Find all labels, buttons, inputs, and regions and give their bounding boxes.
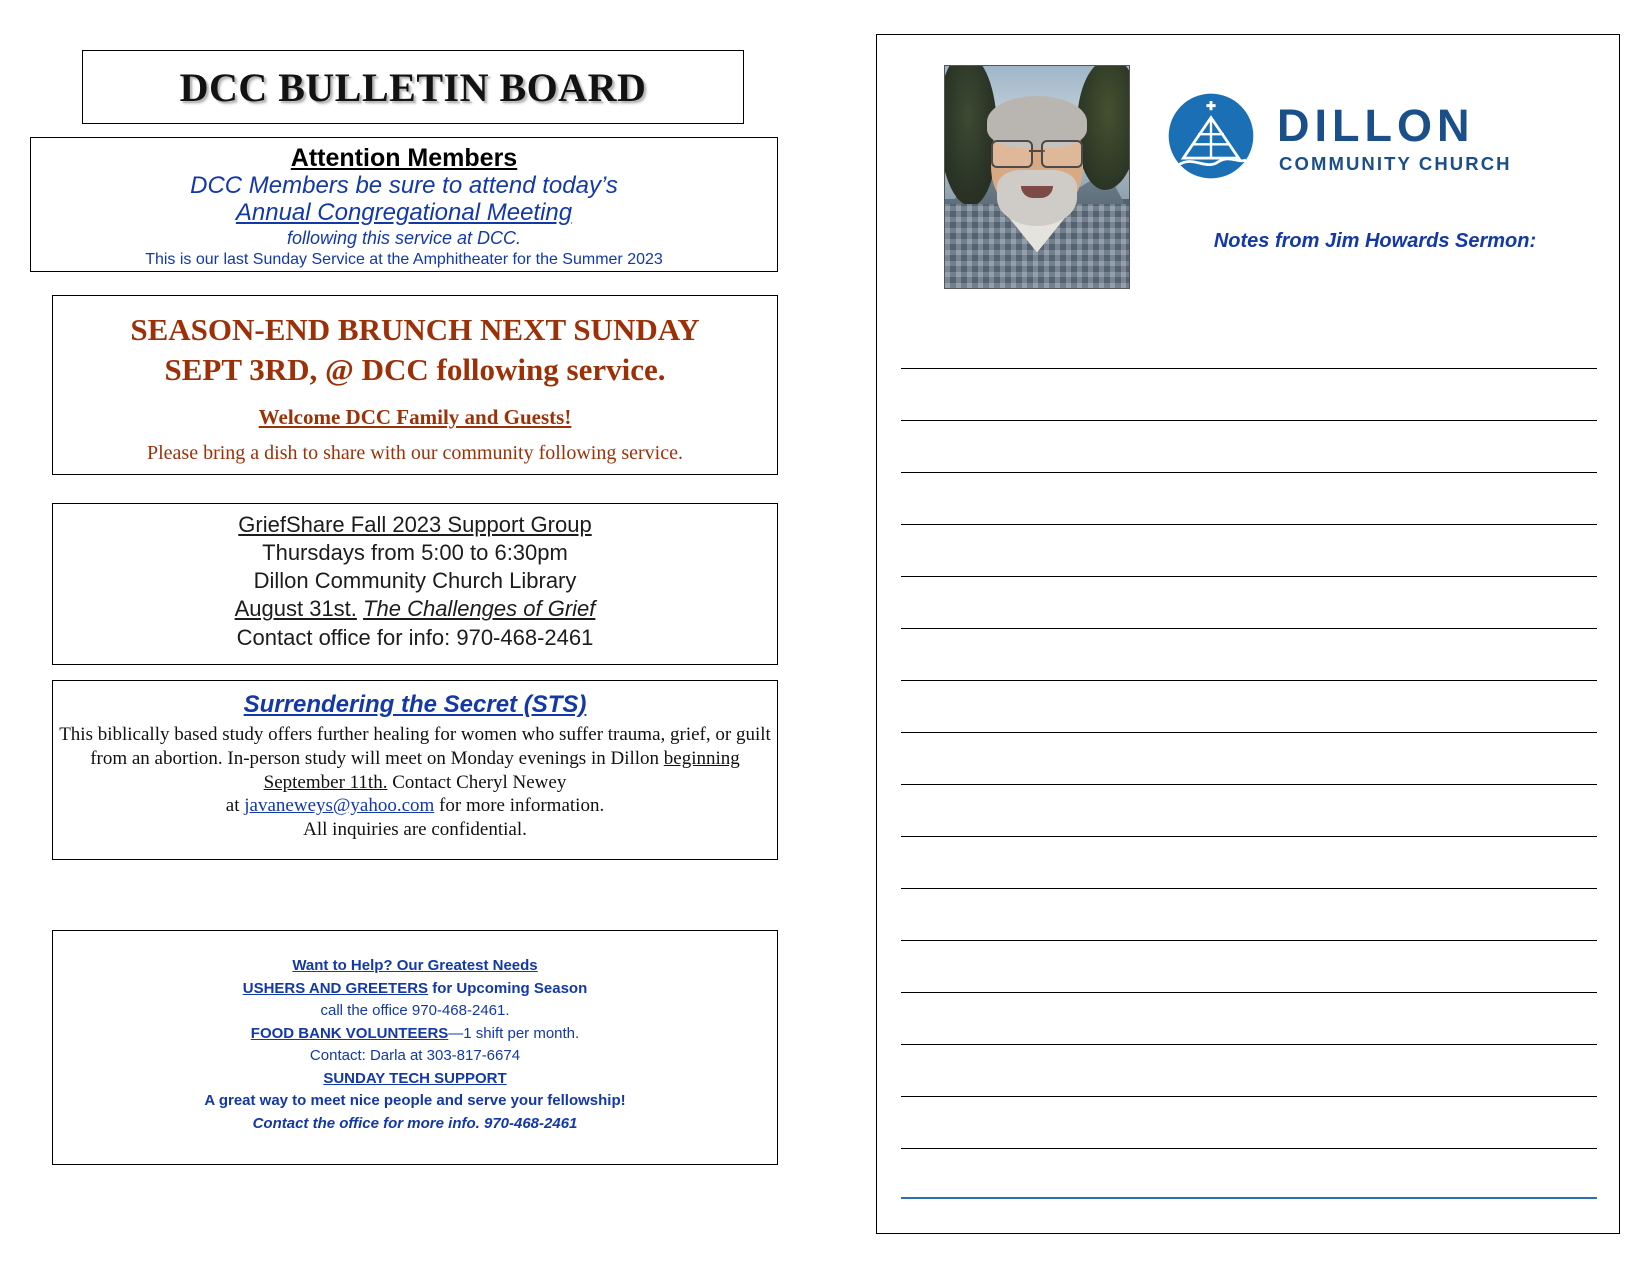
needs-office-contact: Contact the office for more info. 970-468-2461 <box>252 1114 578 1132</box>
announcement-attention-members <box>30 137 778 272</box>
needs-ushers-rest: for Upcoming Season <box>428 979 588 997</box>
note-line[interactable] <box>901 1045 1597 1097</box>
needs-heading: Want to Help? Our Greatest Needs <box>292 957 538 974</box>
needs-fellowship-note: A great way to meet nice people and serve your fellowship! <box>204 1092 626 1109</box>
sts-body-part-2: Contact Cheryl Newey <box>387 771 567 793</box>
brunch-heading-line-2: SEPT 3RD, @ DCC following service. <box>164 352 666 388</box>
church-logo-mark <box>1165 90 1257 182</box>
bulletin-title-box <box>82 50 744 124</box>
brunch-subheading: Welcome DCC Family and Guests! <box>258 404 572 429</box>
needs-foodbank-rest: —1 shift per month. <box>448 1024 580 1042</box>
note-line[interactable] <box>901 941 1597 993</box>
photo-beard <box>997 170 1077 226</box>
sts-body <box>53 719 777 842</box>
pastor-photo <box>944 65 1130 289</box>
griefshare-contact: Contact office for info: 970-468-2461 <box>236 624 594 650</box>
griefshare-topic: The Challenges of Grief <box>363 596 596 622</box>
needs-ushers-label: USHERS AND GREETERS <box>242 979 429 997</box>
sts-body-at: at <box>225 795 245 817</box>
note-line[interactable] <box>901 473 1597 525</box>
note-line[interactable] <box>901 525 1597 577</box>
church-logo <box>1165 90 1545 200</box>
sts-start-date: beginning September 11th. <box>263 747 740 793</box>
attention-line-2: Annual Congregational Meeting <box>235 198 573 226</box>
sermon-notes-lines[interactable] <box>901 317 1597 1199</box>
needs-tech-support: SUNDAY TECH SUPPORT <box>323 1069 507 1087</box>
note-line[interactable] <box>901 629 1597 681</box>
brunch-heading-line-1: SEASON-END BRUNCH NEXT SUNDAY <box>130 312 700 347</box>
attention-heading: Attention Members <box>290 144 518 172</box>
sermon-notes-label: Notes from Jim Howards Sermon: <box>1213 230 1537 252</box>
announcement-season-end-brunch <box>52 295 778 475</box>
griefshare-location: Dillon Community Church Library <box>253 568 577 594</box>
bulletin-board-column <box>30 30 810 1245</box>
attention-line-3: following this service at DCC. <box>286 227 522 248</box>
note-line[interactable] <box>901 993 1597 1045</box>
note-line[interactable] <box>901 421 1597 473</box>
needs-foodbank-contact: Contact: Darla at 303-817-6674 <box>309 1047 521 1064</box>
needs-ushers-contact: call the office 970-468-2461. <box>320 1002 510 1019</box>
brunch-note: Please bring a dish to share with our community following service. <box>146 441 683 464</box>
note-line[interactable] <box>901 369 1597 421</box>
note-line[interactable] <box>901 837 1597 889</box>
glasses-icon <box>991 140 1083 164</box>
needs-ushers-row <box>53 978 777 1001</box>
announcement-volunteer-needs <box>52 930 778 1165</box>
announcement-surrendering-the-secret <box>52 680 778 860</box>
logo-subtitle: COMMUNITY CHURCH <box>1279 153 1512 174</box>
griefshare-date: August 31st. <box>234 596 357 622</box>
note-line[interactable] <box>901 733 1597 785</box>
sts-email-link[interactable]: javaneweys@yahoo.com <box>244 795 435 817</box>
note-line[interactable] <box>901 889 1597 941</box>
sts-body-part-1: This biblically based study offers further healing for women who suffer trauma, grief, or guilt from an abortion. In-person study will meet on Monday evenings in Dillon <box>59 724 771 769</box>
note-line[interactable] <box>901 317 1597 369</box>
note-line-accent[interactable] <box>901 1149 1597 1199</box>
sts-body-part-3: for more information. <box>434 795 605 817</box>
sts-confidential-note: All inquiries are confidential. <box>303 819 527 840</box>
attention-line-4: This is our last Sunday Service at the Amphitheater for the Summer 2023 <box>145 251 663 269</box>
griefshare-heading: GriefShare Fall 2023 Support Group <box>238 512 592 537</box>
needs-foodbank-label: FOOD BANK VOLUNTEERS <box>250 1024 449 1042</box>
griefshare-time: Thursdays from 5:00 to 6:30pm <box>262 540 568 566</box>
note-line[interactable] <box>901 785 1597 837</box>
sermon-notes-panel <box>876 34 1620 1234</box>
sts-heading: Surrendering the Secret (STS) <box>243 691 587 718</box>
needs-foodbank-row <box>53 1023 777 1046</box>
note-line[interactable] <box>901 1097 1597 1149</box>
griefshare-topic-row <box>53 595 777 623</box>
note-line[interactable] <box>901 681 1597 733</box>
note-line[interactable] <box>901 577 1597 629</box>
attention-line-1: DCC Members be sure to attend today’s <box>190 172 618 199</box>
logo-wordmark: DILLON <box>1277 100 1475 151</box>
announcement-griefshare <box>52 503 778 665</box>
page-title: DCC BULLETIN BOARD <box>179 64 647 110</box>
